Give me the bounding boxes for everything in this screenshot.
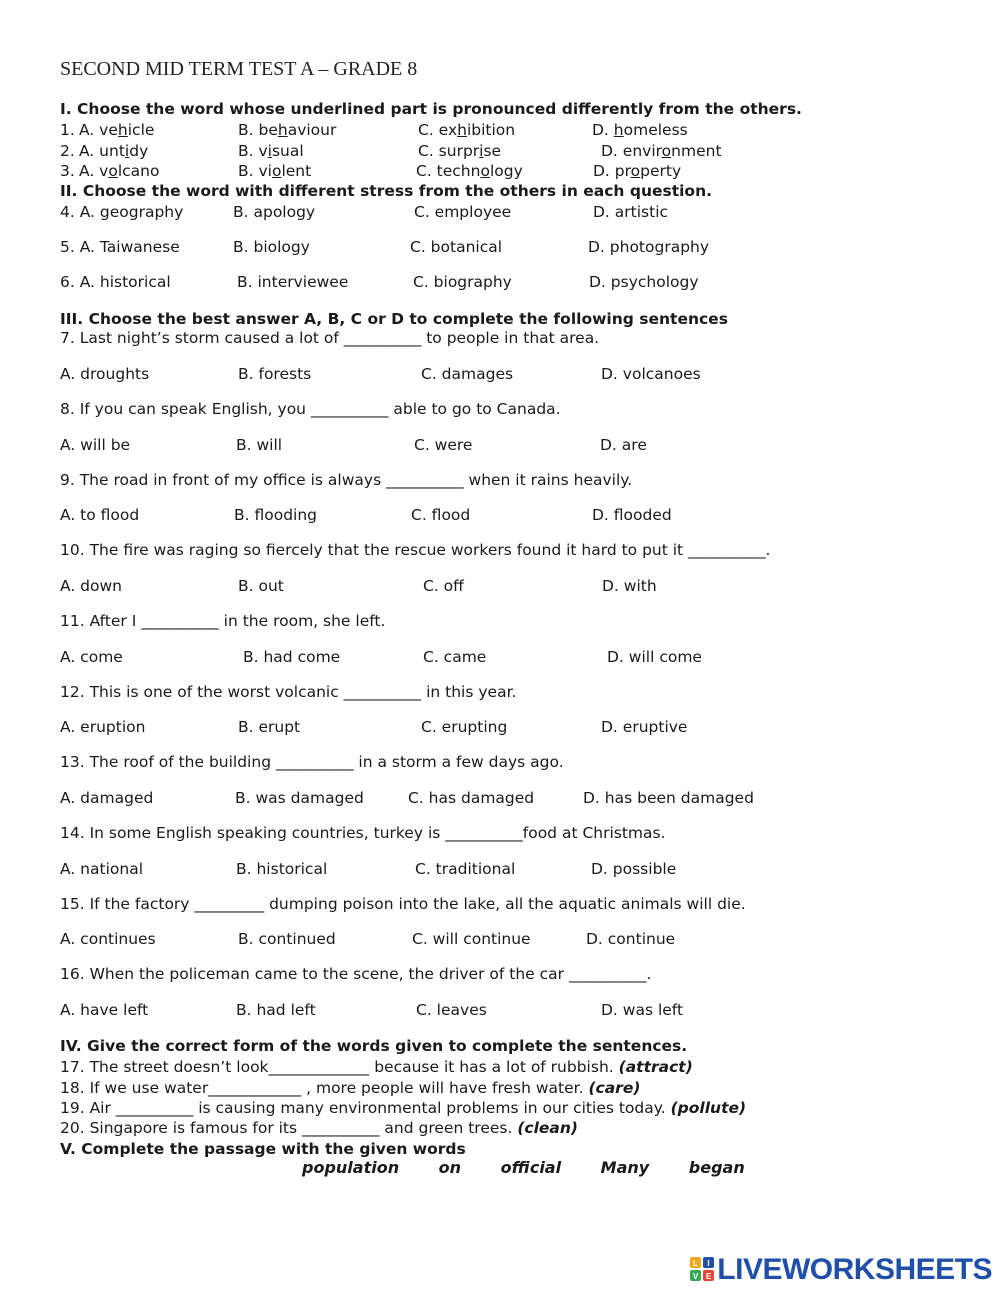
q19-hint: (pollute) — [670, 1099, 747, 1117]
q5-option-c[interactable]: C. botanical — [410, 238, 503, 256]
question-3-number: 3. — [60, 162, 75, 180]
word-bank-item: began — [688, 1158, 745, 1177]
q16-stem: 16. When the policeman came to the scene, the driver of the car __________. — [60, 965, 652, 983]
svg-text:L: L — [693, 1259, 699, 1268]
q19-line: 19. Air __________ is causing many environmental problems in our cities today. (pollute) — [60, 1099, 747, 1117]
q9-option-c[interactable]: C. flood — [411, 506, 471, 524]
q6-option-b[interactable]: B. interviewee — [237, 273, 349, 291]
svg-text:I: I — [707, 1259, 710, 1268]
liveworksheets-logo[interactable] — [689, 1253, 992, 1287]
q16-option-a[interactable]: A. have left — [60, 1001, 149, 1019]
q4-option-c[interactable]: C. employee — [414, 203, 512, 221]
q2-option-b[interactable]: B. visual — [238, 142, 304, 160]
q7-option-b[interactable]: B. forests — [238, 365, 312, 383]
q13-option-d[interactable]: D. has been damaged — [583, 789, 754, 807]
q9-stem: 9. The road in front of my office is always __________ when it rains heavily. — [60, 471, 633, 489]
q7-option-c[interactable]: C. damages — [421, 365, 514, 383]
q17-hint: (attract) — [618, 1058, 693, 1076]
word-bank-item: on — [438, 1158, 462, 1177]
q10-option-d[interactable]: D. with — [602, 577, 657, 595]
q16-option-d[interactable]: D. was left — [601, 1001, 684, 1019]
q5-option-a[interactable]: 5. A. Taiwanese — [60, 238, 180, 256]
section-2-heading: II. Choose the word with different stress from the others in each question. — [60, 182, 713, 200]
q18-hint: (care) — [588, 1079, 641, 1097]
q12-option-c[interactable]: C. erupting — [421, 718, 508, 736]
q6-option-c[interactable]: C. biography — [413, 273, 512, 291]
q13-option-a[interactable]: A. damaged — [60, 789, 154, 807]
q2-option-a[interactable]: A. untidy — [79, 142, 149, 160]
q12-option-d[interactable]: D. eruptive — [601, 718, 688, 736]
q16-option-c[interactable]: C. leaves — [416, 1001, 487, 1019]
q4-option-d[interactable]: D. artistic — [593, 203, 669, 221]
q13-option-c[interactable]: C. has damaged — [408, 789, 535, 807]
q14-option-b[interactable]: B. historical — [236, 860, 328, 878]
q7-option-a[interactable]: A. droughts — [60, 365, 150, 383]
q15-option-a[interactable]: A. continues — [60, 930, 156, 948]
q10-option-c[interactable]: C. off — [423, 577, 464, 595]
q15-option-d[interactable]: D. continue — [586, 930, 676, 948]
q11-option-c[interactable]: C. came — [423, 648, 487, 666]
q11-option-d[interactable]: D. will come — [607, 648, 702, 666]
q14-option-c[interactable]: C. traditional — [415, 860, 516, 878]
q12-stem: 12. This is one of the worst volcanic __________ in this year. — [60, 683, 517, 701]
q16-option-b[interactable]: B. had left — [236, 1001, 316, 1019]
liveworksheets-blocks-icon — [689, 1255, 715, 1285]
q14-option-a[interactable]: A. national — [60, 860, 144, 878]
question-1-number: 1. — [60, 121, 75, 139]
q10-stem: 10. The fire was raging so fiercely that the rescue workers found it hard to put it __________. — [60, 541, 771, 559]
page-title: SECOND MID TERM TEST A – GRADE 8 — [60, 58, 418, 80]
word-bank-item: official — [500, 1158, 562, 1177]
q13-option-b[interactable]: B. was damaged — [235, 789, 364, 807]
q1-option-d[interactable]: D. homeless — [592, 121, 688, 139]
q8-option-c[interactable]: C. were — [414, 436, 473, 454]
q9-option-b[interactable]: B. flooding — [234, 506, 318, 524]
q4-option-a[interactable]: 4. A. geography — [60, 203, 184, 221]
q5-option-d[interactable]: D. photography — [588, 238, 710, 256]
q6-option-d[interactable]: D. psychology — [589, 273, 699, 291]
q11-option-b[interactable]: B. had come — [243, 648, 341, 666]
q1-option-b[interactable]: B. behaviour — [238, 121, 337, 139]
q7-stem: 7. Last night’s storm caused a lot of __________ to people in that area. — [60, 329, 600, 347]
q15-stem: 15. If the factory _________ dumping poison into the lake, all the aquatic animals will die. — [60, 895, 746, 913]
q2-option-d[interactable]: D. environment — [601, 142, 722, 160]
q8-option-a[interactable]: A. will be — [60, 436, 131, 454]
q14-option-d[interactable]: D. possible — [591, 860, 677, 878]
q1-option-a[interactable]: A. vehicle — [79, 121, 155, 139]
section-4-heading: IV. Give the correct form of the words given to complete the sentences. — [60, 1037, 688, 1055]
q12-option-b[interactable]: B. erupt — [238, 718, 301, 736]
word-bank-item: Many — [600, 1158, 650, 1177]
q10-option-b[interactable]: B. out — [238, 577, 284, 595]
q15-option-c[interactable]: C. will continue — [412, 930, 531, 948]
question-2-number: 2. — [60, 142, 75, 160]
q18-line: 18. If we use water____________ , more people will have fresh water. (care) — [60, 1079, 641, 1097]
q4-option-b[interactable]: B. apology — [233, 203, 316, 221]
q3-option-d[interactable]: D. property — [593, 162, 682, 180]
q11-stem: 11. After I __________ in the room, she left. — [60, 612, 386, 630]
brand-name: LIVEWORKSHEETS — [717, 1253, 992, 1286]
q8-option-d[interactable]: D. are — [600, 436, 647, 454]
section-1-heading: I. Choose the word whose underlined part is pronounced differently from the others. — [60, 100, 802, 118]
q7-option-d[interactable]: D. volcanoes — [601, 365, 701, 383]
q3-option-c[interactable]: C. technology — [416, 162, 523, 180]
word-bank-item: population — [302, 1158, 400, 1177]
q11-option-a[interactable]: A. come — [60, 648, 123, 666]
q20-hint: (clean) — [517, 1119, 579, 1137]
q14-stem: 14. In some English speaking countries, turkey is __________food at Christmas. — [60, 824, 666, 842]
q9-option-d[interactable]: D. flooded — [592, 506, 672, 524]
q20-line: 20. Singapore is famous for its __________ and green trees. (clean) — [60, 1119, 579, 1137]
q3-option-a[interactable]: A. volcano — [79, 162, 160, 180]
q17-line: 17. The street doesn’t look_____________ because it has a lot of rubbish. (attract) — [60, 1058, 693, 1076]
q5-option-b[interactable]: B. biology — [233, 238, 310, 256]
q8-option-b[interactable]: B. will — [236, 436, 283, 454]
q6-option-a[interactable]: 6. A. historical — [60, 273, 171, 291]
q1-option-c[interactable]: C. exhibition — [418, 121, 516, 139]
q2-option-c[interactable]: C. surprise — [418, 142, 502, 160]
q8-stem: 8. If you can speak English, you __________ able to go to Canada. — [60, 400, 561, 418]
q12-option-a[interactable]: A. eruption — [60, 718, 146, 736]
q13-stem: 13. The roof of the building __________ in a storm a few days ago. — [60, 753, 564, 771]
word-bank — [302, 1158, 779, 1177]
q10-option-a[interactable]: A. down — [60, 577, 123, 595]
q3-option-b[interactable]: B. violent — [238, 162, 312, 180]
svg-text:V: V — [693, 1272, 699, 1281]
q9-option-a[interactable]: A. to flood — [60, 506, 140, 524]
section-5-heading: V. Complete the passage with the given words — [60, 1140, 466, 1158]
svg-text:E: E — [706, 1272, 712, 1281]
q15-option-b[interactable]: B. continued — [238, 930, 336, 948]
section-3-heading: III. Choose the best answer A, B, C or D to complete the following sentences — [60, 310, 728, 328]
